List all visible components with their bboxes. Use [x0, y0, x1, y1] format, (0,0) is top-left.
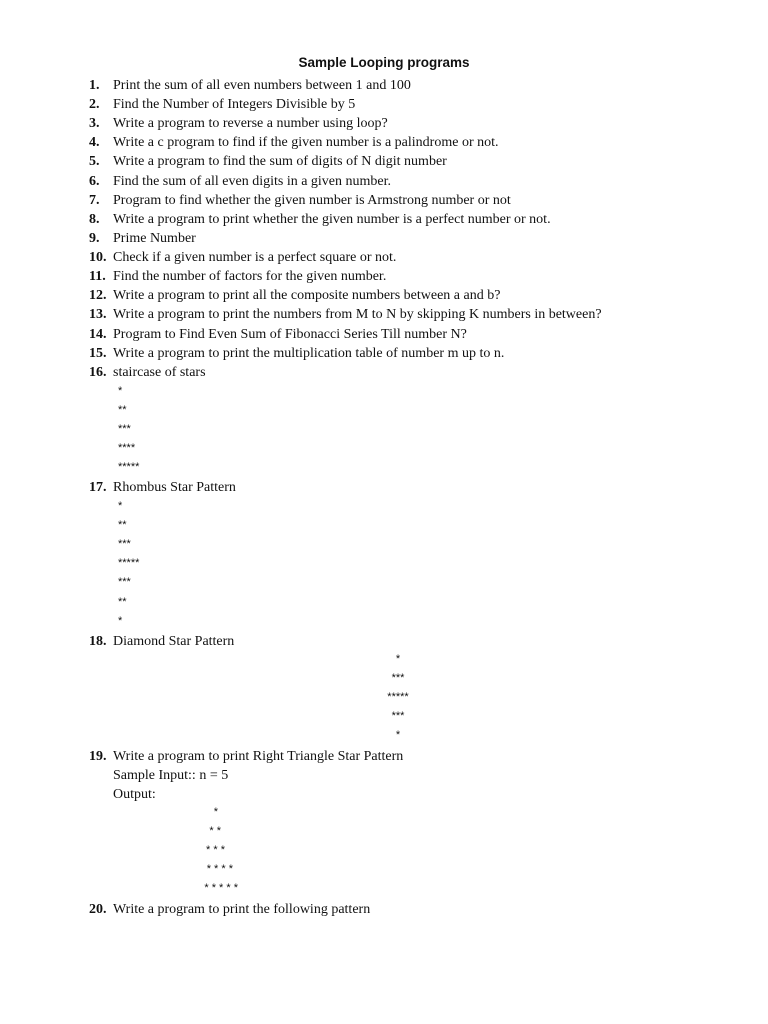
- item-text: staircase of stars: [113, 365, 206, 380]
- right-triangle-row: * * *: [206, 844, 225, 856]
- list-item: [89, 115, 388, 133]
- output-label: Output:: [113, 787, 156, 802]
- item-number: 18.: [89, 634, 107, 649]
- diamond-row: *: [395, 653, 401, 665]
- item-text: Program to find whether the given number is Armstrong number or not: [113, 193, 511, 208]
- item-number: 20.: [89, 902, 107, 917]
- list-item: [89, 134, 499, 152]
- list-item: [89, 173, 391, 191]
- staircase-row: *: [118, 385, 123, 397]
- diamond-row: ***: [391, 710, 405, 722]
- list-item: [89, 287, 500, 305]
- item-number: 17.: [89, 480, 107, 495]
- right-triangle-row: * *: [209, 825, 221, 837]
- item-text: Write a program to print all the composite numbers between a and b?: [113, 288, 501, 303]
- item-number: 15.: [89, 346, 107, 361]
- item-text: Write a c program to find if the given number is a palindrome or not.: [113, 135, 499, 150]
- item-number: 7.: [89, 193, 100, 208]
- item-text: Write a program to print the following pattern: [113, 902, 371, 917]
- staircase-row: ****: [118, 442, 136, 454]
- item-text: Find the Number of Integers Divisible by 5: [113, 97, 356, 112]
- item-text: Write a program to reverse a number using loop?: [113, 116, 388, 131]
- item-number: 6.: [89, 174, 100, 189]
- item-number: 3.: [89, 116, 100, 131]
- item-number: 4.: [89, 135, 100, 150]
- item-number: 11.: [89, 269, 106, 284]
- list-item: [89, 479, 236, 497]
- rhombus-row: *: [118, 615, 123, 627]
- item-text: Write a program to print Right Triangle Star Pattern: [113, 749, 404, 764]
- item-text: Write a program to find the sum of digits of N digit number: [113, 154, 447, 169]
- item-number: 1.: [89, 78, 100, 93]
- item-text: Prime Number: [113, 231, 196, 246]
- right-triangle-row: * * * * *: [204, 882, 238, 894]
- rhombus-row: *: [118, 500, 123, 512]
- item-text: Program to Find Even Sum of Fibonacci Series Till number N?: [113, 327, 467, 342]
- rhombus-row: ***: [118, 538, 131, 550]
- diamond-row: *: [395, 729, 401, 741]
- rhombus-row: *****: [118, 557, 140, 569]
- item-number: 9.: [89, 231, 100, 246]
- item-text: Write a program to print the numbers from M to N by skipping K numbers in between?: [113, 307, 602, 322]
- list-item: [89, 230, 196, 248]
- list-item: [89, 326, 467, 344]
- right-triangle-row: *: [213, 806, 218, 818]
- item-text: Find the number of factors for the given number.: [113, 269, 387, 284]
- item-number: 8.: [89, 212, 100, 227]
- item-text: Print the sum of all even numbers between 1 and 100: [113, 78, 411, 93]
- item-text: Check if a given number is a perfect square or not.: [113, 250, 397, 265]
- item-text: Write a program to print the multiplication table of number m up to n.: [113, 346, 505, 361]
- staircase-row: **: [118, 404, 127, 416]
- list-item: [89, 96, 355, 114]
- item-number: 14.: [89, 327, 107, 342]
- item-number: 19.: [89, 749, 107, 764]
- item-text: Write a program to print whether the given number is a perfect number or not.: [113, 212, 551, 227]
- item-number: 16.: [89, 365, 107, 380]
- list-item: [89, 249, 396, 267]
- rhombus-row: **: [118, 596, 127, 608]
- page-title: Sample Looping programs: [298, 55, 470, 70]
- item-number: 13.: [89, 307, 107, 322]
- diamond-row: ***: [391, 672, 405, 684]
- list-item: [89, 633, 234, 651]
- item-number: 5.: [89, 154, 100, 169]
- list-item: [89, 364, 206, 382]
- list-item: [89, 211, 551, 229]
- staircase-row: ***: [118, 423, 131, 435]
- list-item: [89, 192, 511, 210]
- list-item: [89, 306, 602, 324]
- staircase-row: *****: [118, 461, 140, 473]
- rhombus-row: ***: [118, 576, 131, 588]
- list-item: [89, 77, 411, 95]
- list-item: [89, 748, 403, 766]
- item-text: Find the sum of all even digits in a given number.: [113, 174, 392, 189]
- list-item: [89, 345, 504, 363]
- list-item: [89, 153, 447, 171]
- item-number: 10.: [89, 250, 107, 265]
- right-triangle-row: * * * *: [206, 863, 233, 875]
- list-item: [89, 901, 370, 919]
- item-number: 2.: [89, 97, 100, 112]
- rhombus-row: **: [118, 519, 127, 531]
- sample-input-line: Sample Input:: n = 5: [113, 768, 229, 783]
- item-text: Rhombus Star Pattern: [113, 480, 236, 495]
- diamond-row: *****: [387, 691, 409, 703]
- item-number: 12.: [89, 288, 107, 303]
- list-item: [89, 268, 386, 286]
- item-text: Diamond Star Pattern: [113, 634, 235, 649]
